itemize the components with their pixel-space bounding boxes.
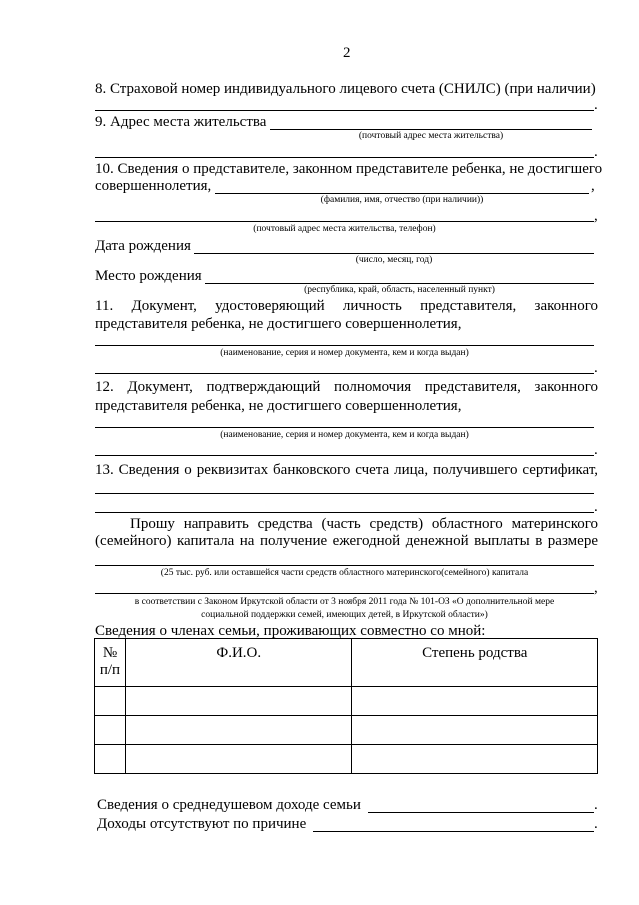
no-income-reason-end: . [594, 816, 598, 832]
identity-document-field-line[interactable] [95, 345, 594, 346]
identity-document-hint: (наименование, серия и номер документа, кем и когда выдан) [220, 348, 469, 358]
payment-amount-field-line[interactable] [95, 565, 594, 566]
column-header-number-line-2: п/п [99, 662, 121, 678]
authority-document-hint: (наименование, серия и номер документа, кем и когда выдан) [220, 430, 469, 440]
birth-date-hint: (число, месяц, год) [355, 255, 433, 265]
authority-document-field-line[interactable] [95, 427, 594, 428]
representative-address-end: , [594, 208, 598, 224]
bank-account-field-line[interactable] [95, 493, 594, 494]
table-row [95, 687, 598, 716]
residence-address-field-line-2[interactable] [95, 157, 594, 158]
identity-document-end: . [594, 360, 598, 376]
law-reference-line-1: в соответствии с Законом Иркутской области от 3 ноября 2011 года № 101-ОЗ «О дополнительной мере [134, 597, 555, 607]
identity-document-line-1: 11. Документ, удостоверяющий личность представителя, законного [95, 298, 598, 314]
identity-document-field-line-2[interactable] [95, 373, 594, 374]
table-cell-name[interactable] [125, 716, 352, 745]
representative-address-hint: (почтовый адрес места жительства, телефон) [253, 224, 436, 234]
table-cell-relation[interactable] [352, 716, 598, 745]
bank-account-label: 13. Сведения о реквизитах банковского счета лица, получившего сертификат, [95, 462, 598, 478]
law-reference-line-2: социальной поддержки семей, имеющих детей, в Иркутской области») [201, 610, 488, 620]
table-cell-number[interactable] [95, 716, 126, 745]
birth-date-label: Дата рождения [95, 238, 191, 254]
birth-place-hint: (республика, край, область, населенный пункт) [304, 285, 495, 295]
table-row [95, 716, 598, 745]
representative-name-field-line[interactable] [215, 193, 589, 194]
representative-name-comma: , [591, 178, 595, 194]
column-header-relation: Степень родства [352, 639, 598, 687]
average-income-field-line[interactable] [368, 812, 594, 813]
representative-address-field-line[interactable] [95, 221, 594, 222]
average-income-end: . [594, 797, 598, 813]
request-line-2: (семейного) капитала на получение ежегодной денежной выплаты в размере [95, 533, 598, 549]
column-header-number [95, 639, 126, 687]
authority-document-field-line-2[interactable] [95, 455, 594, 456]
table-row [95, 745, 598, 774]
residence-address-field-line[interactable] [270, 129, 592, 130]
snils-label: 8. Страховой номер индивидуального лицевого счета (СНИЛС) (при наличии) [95, 81, 596, 97]
average-income-label: Сведения о среднедушевом доходе семьи [97, 797, 361, 813]
table-cell-name[interactable] [125, 687, 352, 716]
identity-document-line-2: представителя ребенка, не достигшего совершеннолетия, [95, 316, 462, 332]
payment-amount-field-line-2[interactable] [95, 593, 594, 594]
birth-place-field-line[interactable] [205, 283, 594, 284]
representative-info-line-1: 10. Сведения о представителе, законном представителе ребенка, не достигшего [95, 161, 603, 177]
request-line-1: Прошу направить средства (часть средств) областного материнского [130, 516, 598, 532]
no-income-reason-label: Доходы отсутствуют по причине [97, 816, 307, 832]
snils-field-line[interactable] [95, 110, 594, 111]
payment-amount-hint: (25 тыс. руб. или оставшейся части средств областного материнского(семейного) капитала [160, 568, 529, 578]
residence-address-label: 9. Адрес места жительства [95, 114, 267, 130]
bank-account-field-line-2[interactable] [95, 512, 594, 513]
residence-address-end: . [594, 144, 598, 160]
family-members-table [94, 638, 598, 774]
representative-info-line-2: совершеннолетия, [95, 178, 212, 194]
bank-account-end: . [594, 499, 598, 515]
authority-document-end: . [594, 442, 598, 458]
table-header-row [95, 639, 598, 687]
residence-address-hint: (почтовый адрес места жительства) [358, 131, 504, 141]
snils-field-end: . [594, 97, 598, 113]
table-cell-number[interactable] [95, 745, 126, 774]
birth-date-field-line[interactable] [194, 253, 594, 254]
authority-document-line-1: 12. Документ, подтверждающий полномочия представителя, законного [95, 379, 598, 395]
birth-place-label: Место рождения [95, 268, 202, 284]
representative-name-hint: (фамилия, имя, отчество (при наличии)) [320, 195, 484, 205]
column-header-name: Ф.И.О. [125, 639, 352, 687]
no-income-reason-field-line[interactable] [313, 831, 594, 832]
table-cell-relation[interactable] [352, 745, 598, 774]
column-header-number-line-1: № [102, 645, 118, 661]
table-cell-relation[interactable] [352, 687, 598, 716]
authority-document-line-2: представителя ребенка, не достигшего совершеннолетия, [95, 398, 462, 414]
page-number: 2 [343, 45, 351, 61]
table-cell-name[interactable] [125, 745, 352, 774]
family-members-title: Сведения о членах семьи, проживающих совместно со мной: [95, 623, 486, 639]
table-cell-number[interactable] [95, 687, 126, 716]
payment-amount-end: , [594, 580, 598, 596]
